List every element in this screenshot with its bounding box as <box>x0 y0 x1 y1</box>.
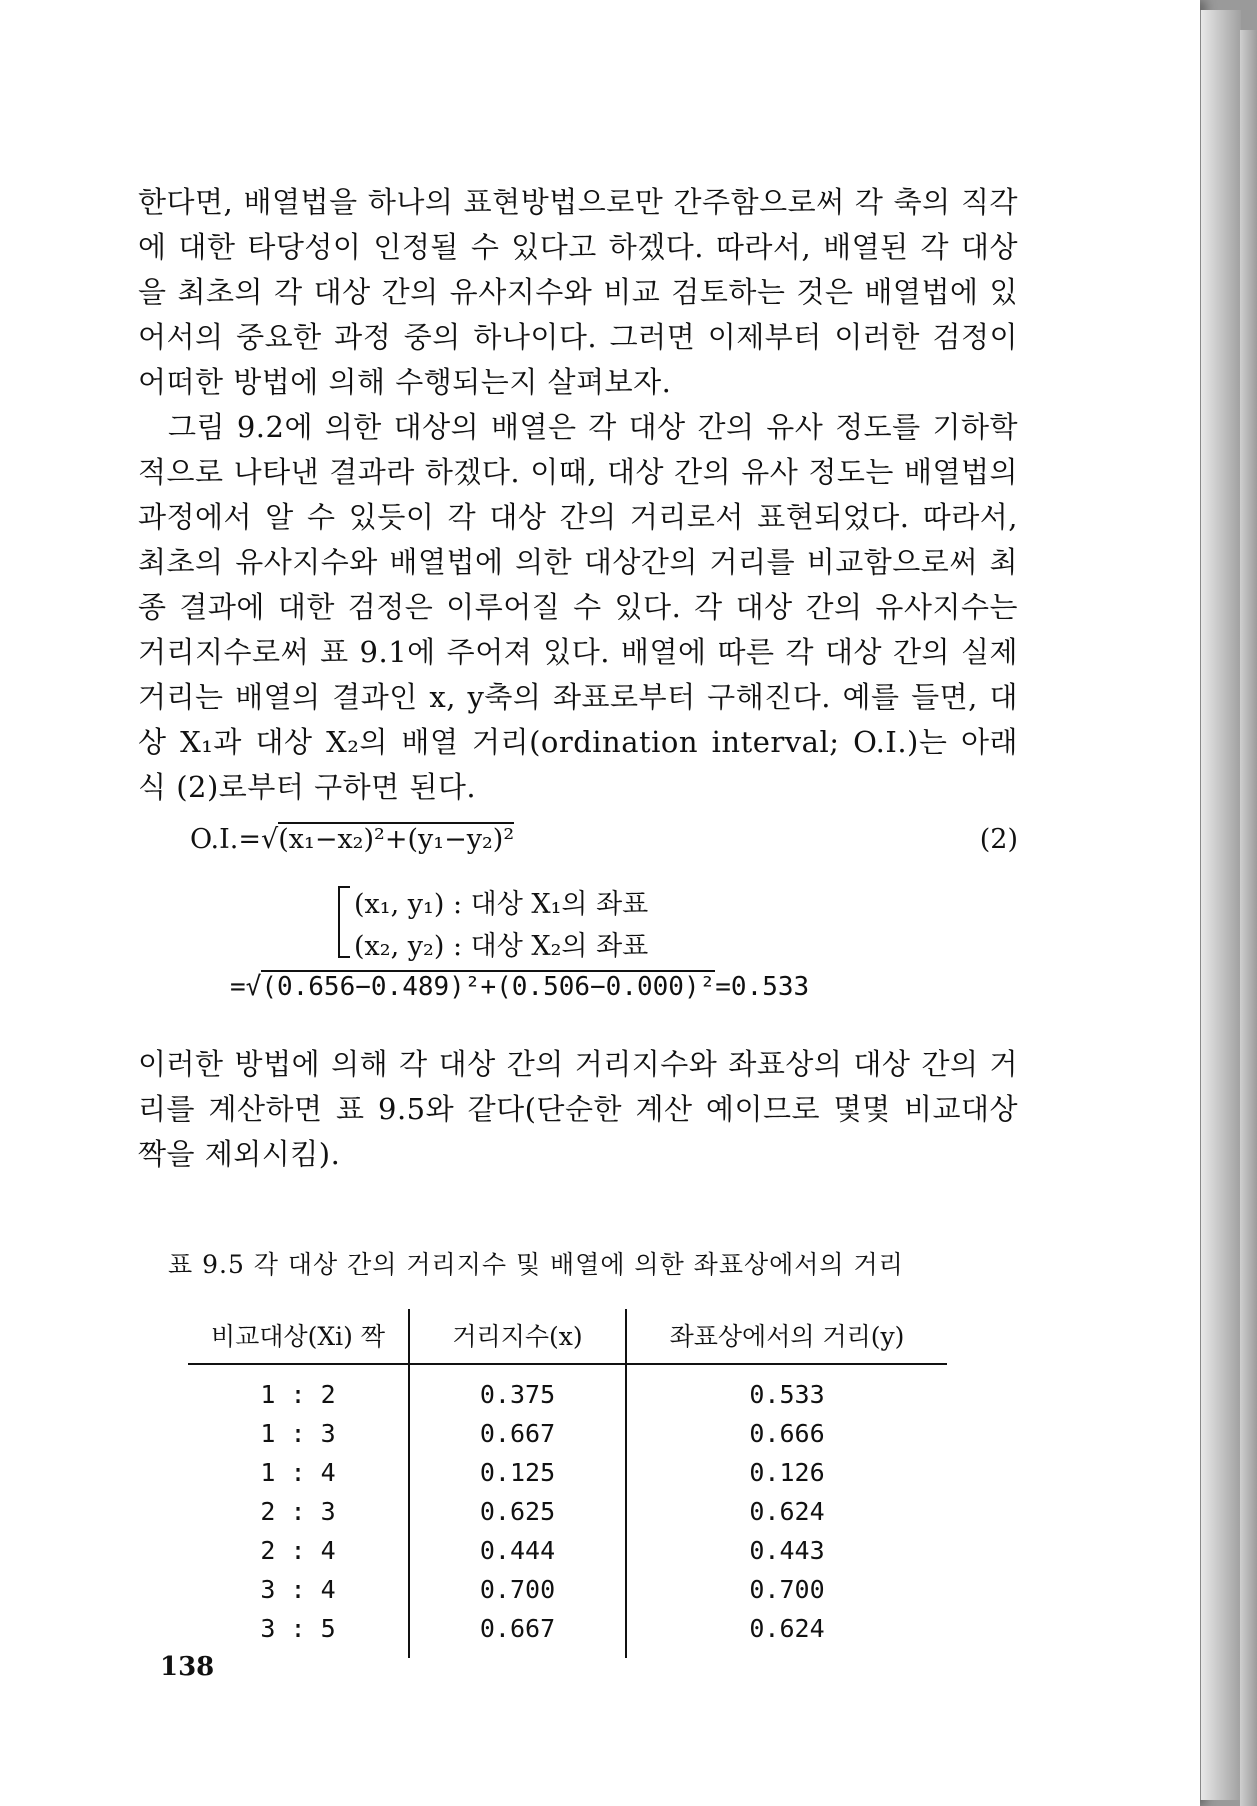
cell-pair: 2 : 3 <box>188 1492 409 1531</box>
sqrt-symbol: √ <box>261 824 279 855</box>
cell-x: 0.375 <box>409 1364 626 1414</box>
definition-2: (x₂, y₂) : 대상 X₂의 좌표 <box>354 931 649 962</box>
paragraph-1: 한다면, 배열법을 하나의 표현방법으로만 간주함으로써 각 축의 직각에 대한 타당성이 인정될 수 있다고 하겠다. 따라서, 배열된 각 대상을 최초의 각 대상 간의 유사지수와 비교 검토하는 것은 배열법에 있어서의 중요한 과정 중의 하나이다. 그러면 이제부터 이러한 검정이 어떠한 방법에 의해 수행되는지 살펴보자. <box>138 185 1018 399</box>
cell-x: 0.125 <box>409 1453 626 1492</box>
header-pair: 비교대상(Xi) 짝 <box>188 1309 409 1364</box>
table-row <box>188 1570 947 1609</box>
equation-lhs: O.I.= <box>190 824 262 855</box>
cell-pair: 2 : 4 <box>188 1531 409 1570</box>
paragraph-3: 이러한 방법에 의해 각 대상 간의 거리지수와 좌표상의 대상 간의 거리를 계산하면 표 9.5와 같다(단순한 계산 예이므로 몇몇 비교대상 짝을 제외시킴). <box>138 1047 1018 1171</box>
cell-pair: 3 : 5 <box>188 1609 409 1658</box>
equation-number: (2) <box>979 824 1018 855</box>
table-row <box>188 1453 947 1492</box>
sqrt-symbol-2: √ <box>245 972 262 1002</box>
page-number: 138 <box>160 1652 215 1682</box>
cell-y: 0.624 <box>749 1497 825 1526</box>
table-header-row <box>188 1309 947 1364</box>
table-caption: 표 9.5 각 대상 간의 거리지수 및 배열에 의한 좌표상에서의 거리 <box>168 1250 904 1279</box>
equation-radicand-2: (0.656−0.489)²+(0.506−0.000)² <box>261 972 716 1002</box>
definition-1: (x₁, y₁) : 대상 X₁의 좌표 <box>354 889 649 920</box>
paragraph-2: 그림 9.2에 의한 대상의 배열은 각 대상 간의 유사 정도를 기하학적으로 나타낸 결과라 하겠다. 이때, 대상 간의 유사 정도는 배열법의 과정에서 알 수 있듯이 각 대상 간의 거리로서 표현되었다. 따라서, 최초의 유사지수와 배열법에 의한 대상간의 거리를 비교함으로써 최종 결과에 대한 검정은 이루어질 수 있다. 각 대상 간의 유사지수는 거리지수로써 표 9.1에 주어져 있다. 배열에 따른 각 대상 간의 실제 거리는 배열의 결과인 x, y축의 좌표로부터 구해진다. 예를 들면, 대상 X₁과 대상 X₂의 배열 거리(ordination interval; O.I.)는 아래 식 (2)로부터 구하면 된다. <box>138 410 1018 804</box>
equation-result: =0.533 <box>715 972 810 1002</box>
table-row <box>188 1531 947 1570</box>
cell-y: 0.126 <box>749 1458 825 1487</box>
cell-pair: 1 : 2 <box>188 1364 409 1414</box>
cell-x: 0.700 <box>409 1570 626 1609</box>
page-stack-edge <box>1200 10 1241 1800</box>
table-row <box>188 1364 947 1414</box>
bracket <box>338 886 350 958</box>
cell-x: 0.444 <box>409 1531 626 1570</box>
cell-x: 0.667 <box>409 1414 626 1453</box>
cell-y: 0.443 <box>749 1536 825 1565</box>
cell-pair: 1 : 3 <box>188 1414 409 1453</box>
equation-block <box>138 824 1018 1024</box>
cell-pair: 3 : 4 <box>188 1570 409 1609</box>
table-row <box>188 1414 947 1453</box>
header-coordinate-distance: 좌표상에서의 거리(y) <box>626 1309 947 1364</box>
cell-y: 0.533 <box>749 1380 825 1409</box>
cell-y: 0.700 <box>749 1575 825 1604</box>
cell-y: 0.624 <box>749 1614 825 1643</box>
cell-y: 0.666 <box>749 1419 825 1448</box>
cell-pair: 1 : 4 <box>188 1453 409 1492</box>
table-row <box>188 1609 947 1658</box>
cell-x: 0.667 <box>409 1609 626 1658</box>
cell-x: 0.625 <box>409 1492 626 1531</box>
table-row <box>188 1492 947 1531</box>
equation-2-prefix: = <box>230 972 246 1002</box>
equation-radicand-1: (x₁−x₂)²+(y₁−y₂)² <box>278 824 515 855</box>
distance-table <box>188 1309 947 1658</box>
page-content <box>138 180 1018 1658</box>
page-stack-shadow <box>1240 30 1257 1806</box>
header-distance-index: 거리지수(x) <box>409 1309 626 1364</box>
